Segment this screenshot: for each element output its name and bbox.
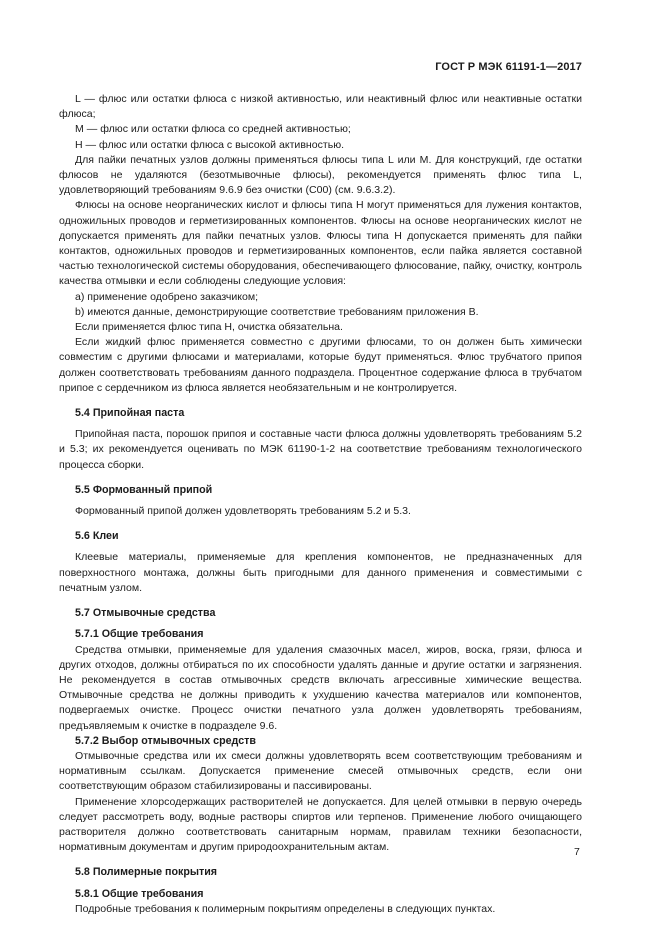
section-heading-5-8-1: 5.8.1 Общие требования — [75, 887, 204, 900]
paragraph-cleaning-agents: Средства отмывки, применяемые для удаления смазочных масел, жиров, воска, грязи, флюса и других отходов, должны отбираться по их способности удалять данные и другие остатки и загрязнения. Не рекомендуется в состав отмывочных средств включать агрессивные химические вещества. Отмывочные средства не должны приводить к ухудшению качества материалов или компонентов, подвергаемых очистке. Процесс очистки печатного узла должен удовлетворять требованиям, предъявляемым к очистке в подразделе 9.6. — [59, 643, 582, 732]
section-heading-5-8: 5.8 Полимерные покрытия — [75, 866, 218, 879]
flux-type-h: Н — флюс или остатки флюса с высокой активностью. — [75, 138, 345, 151]
section-heading-5-4: 5.4 Припойная паста — [75, 407, 185, 420]
section-heading-5-6: 5.6 Клеи — [75, 530, 119, 543]
section-heading-5-7-2: 5.7.2 Выбор отмывочных средств — [75, 734, 256, 747]
document-header: ГОСТ Р МЭК 61191-1—2017 — [435, 61, 582, 73]
flux-type-m: М — флюс или остатки флюса со средней активностью; — [75, 123, 351, 136]
paragraph-liquid-flux: Если жидкий флюс применяется совместно с другими флюсами, то он должен быть химически совместим с другими флюсами и материалами, которые будут применяться. Флюс трубчатого припоя должен соответствовать требованиям данного подраздела. Процентное содержание флюса в трубчатом припое с сердечником из флюса является необязательным и не контролируется. — [59, 336, 582, 394]
paragraph-preform-solder: Формованный припой должен удовлетворять требованиям 5.2 и 5.3. — [75, 505, 411, 518]
section-heading-5-7: 5.7 Отмывочные средства — [75, 607, 216, 620]
condition-a: a) применение одобрено заказчиком; — [75, 290, 259, 303]
paragraph-cleaning-selection: Отмывочные средства или их смеси должны удовлетворять всем соответствующим требованиям и нормативным ссылкам. Допускается применение смесей отмывочных средств, если они соответствующим образом стабилизированы и пассивированы. — [59, 749, 582, 793]
document-body — [59, 92, 582, 917]
condition-b: b) имеются данные, демонстрирующие соответствие требованиям приложения В. — [75, 305, 479, 318]
paragraph-polymer-coatings: Подробные требования к полимерным покрытиям определены в следующих пунктах. — [75, 902, 496, 915]
paragraph-inorganic-flux: Флюсы на основе неорганических кислот и флюсы типа Н могут применяться для лужения контактов, одножильных проводов и герметизированных компонентов. Флюсы на основе неорганических кислот не допускается применять для пайки печатных узлов. Флюсы типа Н допускается применять для пайки контактов, одножильных проводов и герметизированных компонентов, если пайка является составной частью технологической системы оборудования, обеспечивающего флюсование, пайку, очистку, контроль качества отмывки и если соблюдены следующие условия: — [59, 199, 582, 288]
section-heading-5-7-1: 5.7.1 Общие требования — [75, 628, 204, 641]
page-number: 7 — [574, 846, 580, 858]
section-heading-5-5: 5.5 Формованный припой — [75, 483, 213, 496]
paragraph-cleaning-mandatory: Если применяется флюс типа Н, очистка обязательна. — [75, 321, 343, 334]
paragraph-chlorine-solvents: Применение хлорсодержащих растворителей не допускается. Для целей отмывки в первую очередь следует рассмотреть воду, водные растворы спиртов или терпенов. Применение любого очищающего растворителя должно соответствовать санитарным нормам, правилам техники безопасности, нормативным документам и другим природоохранительным актам. — [59, 795, 582, 854]
flux-type-l: L — флюс или остатки флюса с низкой активностью, или неактивный флюс или неактивные остатки флюса; — [59, 93, 582, 121]
paragraph-flux-usage: Для пайки печатных узлов должны применяться флюсы типа L или М. Для конструкций, где остатки флюсов не удаляются (безотмывочные флюсы), рекомендуется применять флюс типа L, удовлетворяющий требованиям 9.6.9 без очистки (С00) (см. 9.6.3.2). — [59, 153, 582, 197]
paragraph-adhesives: Клеевые материалы, применяемые для крепления компонентов, не предназначенных для поверхностного монтажа, должны быть пригодными для данного применения и совместимыми с печатным узлом. — [59, 551, 582, 594]
paragraph-solder-paste: Припойная паста, порошок припоя и составные части флюса должны удовлетворять требованиям 5.2 и 5.3; их рекомендуется оценивать по МЭК 61190-1-2 на соответствие требованиям технологического процесса сборки. — [59, 428, 582, 471]
